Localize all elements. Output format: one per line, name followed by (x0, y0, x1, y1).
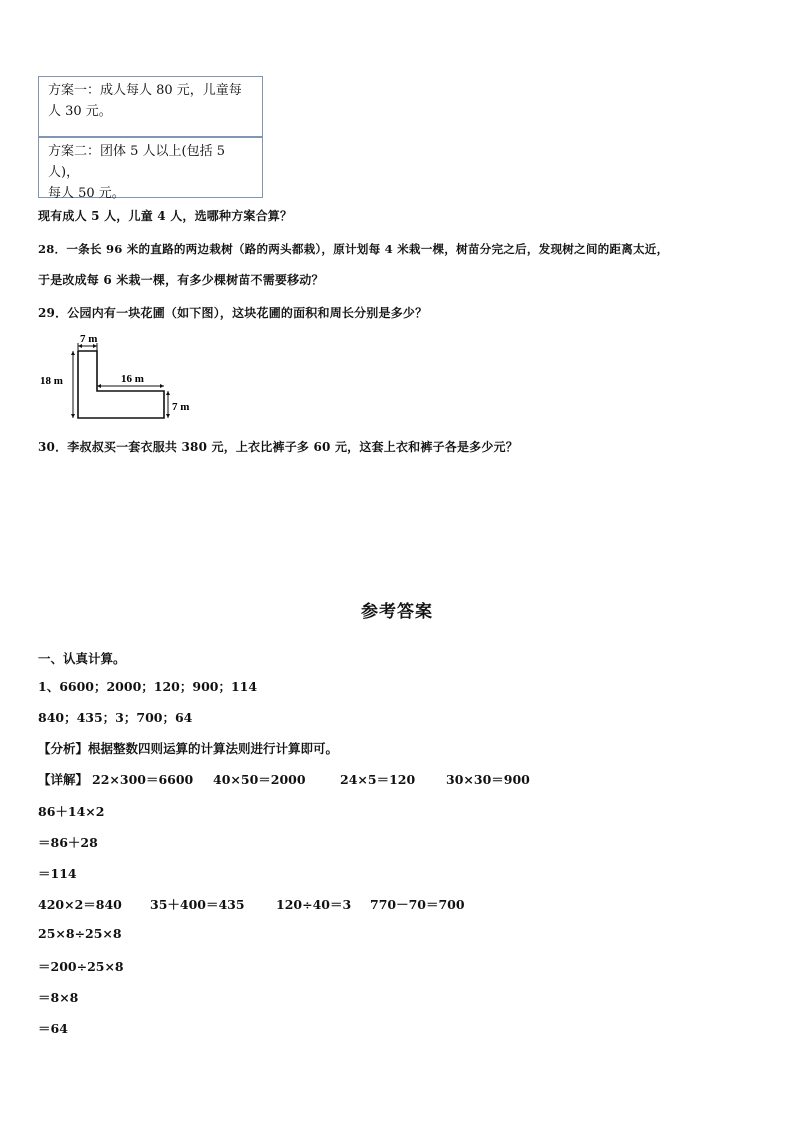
plan-two-line2: 每人 50 元。 (48, 186, 125, 201)
step-line: ＝8×8 (38, 990, 79, 1005)
q28-line1: 28．一条长 96 米的直路的两边栽树（路的两头都栽），原计划每 4 米栽一棵，树苗分完之后，发现树之间的距离太近， (38, 242, 669, 256)
step-line: ＝64 (38, 1021, 68, 1036)
answer-title: 参考答案 (361, 602, 433, 622)
q30: 30．李叔叔买一套衣服共 380 元，上衣比裤子多 60 元，这套上衣和裤子各是多少元？ (38, 440, 518, 454)
inner-dimension-label: 16 m (121, 373, 144, 385)
step-line: 86＋14×2 (38, 804, 105, 819)
plan-one-box (38, 76, 263, 137)
flowerbed-figure (38, 326, 208, 426)
plan-two-line1: 方案二：团体 5 人以上(包括 5 人)， (48, 144, 226, 180)
step-line: 25×8÷25×8 (38, 926, 122, 941)
q28-line2: 于是改成每 6 米栽一棵，有多少棵树苗不需要移动？ (38, 273, 324, 287)
step-line: ＝200÷25×8 (38, 959, 124, 974)
top-dimension-label: 7 m (80, 333, 98, 345)
detail-label: 【详解】 (38, 772, 89, 787)
q29: 29．公园内有一块花圃（如下图），这块花圃的面积和周长分别是多少？ (38, 306, 428, 320)
plan-one-line1: 方案一：成人每人 80 元，儿童每 (48, 83, 242, 98)
section1-heading: 一、认真计算。 (38, 651, 126, 666)
calc-row2-1: 420×2＝840 (38, 897, 122, 912)
analysis-text: 【分析】根据整数四则运算的计算法则进行计算即可。 (38, 741, 339, 756)
q27-tail: 现有成人 5 人，儿童 4 人，选哪种方案合算？ (38, 209, 293, 223)
answer1-line2: 840；435；3；700；64 (38, 710, 193, 725)
detail-calc-1: 22×300＝6600 (92, 772, 194, 787)
detail-calc-3: 24×5＝120 (340, 772, 416, 787)
detail-calc-4: 30×30＝900 (446, 772, 530, 787)
answer1-line1: 1、6600；2000；120；900；114 (38, 679, 258, 694)
step-line: ＝86＋28 (38, 835, 98, 850)
calc-row2-2: 35＋400＝435 (150, 897, 245, 912)
left-dimension-label: 18 m (40, 375, 63, 387)
plan-two-box (38, 137, 263, 201)
calc-row2-3: 120÷40＝3 (276, 897, 352, 912)
calc-row2-4: 770－70＝700 (370, 897, 465, 912)
detail-calc-2: 40×50＝2000 (213, 772, 306, 787)
right-dimension-label: 7 m (172, 401, 190, 413)
step-line: ＝114 (38, 866, 77, 881)
plan-one-line2: 人 30 元。 (48, 104, 112, 119)
